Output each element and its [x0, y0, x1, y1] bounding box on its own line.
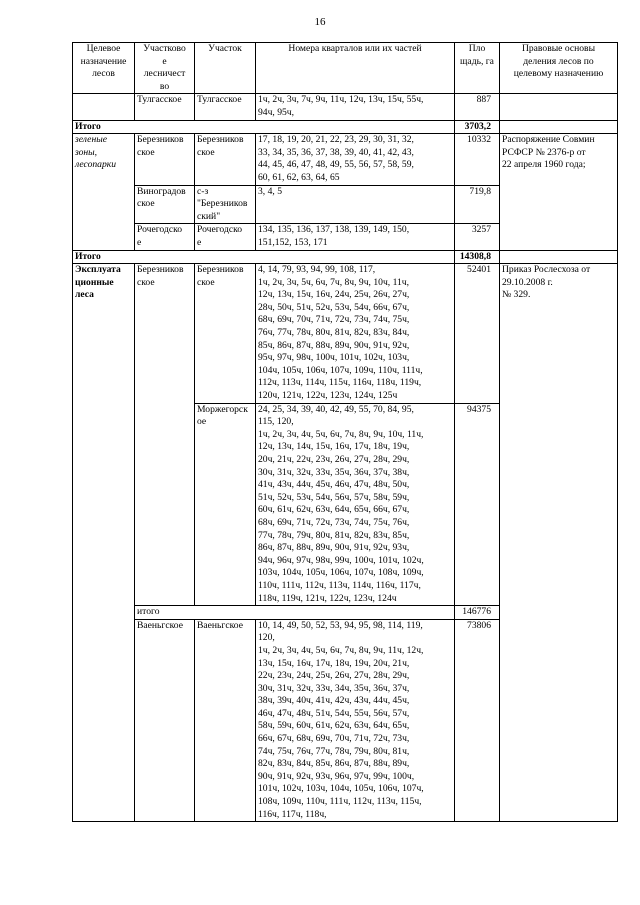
quarters-cell: 24, 25, 34, 39, 40, 42, 49, 55, 70, 84, 95, 115, 120, 1ч, 2ч, 3ч, 4ч, 5ч, 6ч, 7ч, 8ч, 9ч, 10ч, 11ч, 12ч, 13ч, 14ч, 15ч, 16ч, 17ч, 18ч, 19ч, 20ч, 21ч, 22ч, 23ч, 26ч, 27ч, 28ч, 29ч, 30ч, 31ч, 32ч, 33ч, 35ч, 36ч, 37ч, 38ч, 41ч, 43ч, 44ч, 45ч, 46ч, 47ч, 48ч, 50ч, 51ч, 52ч, 53ч, 54ч, 56ч, 57ч, 58ч, 59ч, 60ч, 61ч, 62ч, 63ч, 64ч, 65ч, 66ч, 67ч, 68ч, 69ч, 71ч, 72ч, 73ч, 74ч, 75ч, 76ч, 77ч, 78ч, 79ч, 80ч, 81ч, 82ч, 83ч, 85ч, 86ч, 87ч, 88ч, 89ч, 90ч, 91ч, 92ч, 93ч, 94ч, 96ч, 97ч, 98ч, 99ч, 100ч, 101ч, 102ч, 103ч, 104ч, 105ч, 106ч, 107ч, 108ч, 109ч, 110ч, 111ч, 112ч, 113ч, 114ч, 116ч, 117ч, 118ч, 119ч, 121ч, 122ч, 123ч, 124ч	[256, 403, 455, 606]
plot-cell: Моржегорск ое	[195, 403, 256, 606]
table-row	[73, 94, 618, 120]
district-cell: Рочегодско е	[135, 224, 195, 250]
area-cell: 52401	[455, 264, 500, 404]
quarters-cell: 4, 14, 79, 93, 94, 99, 108, 117, 1ч, 2ч, 3ч, 5ч, 6ч, 7ч, 8ч, 9ч, 10ч, 11ч, 12ч, 13ч, 15ч, 16ч, 24ч, 25ч, 26ч, 27ч, 28ч, 50ч, 51ч, 52ч, 53ч, 54ч, 66ч, 67ч, 68ч, 69ч, 70ч, 71ч, 72ч, 73ч, 74ч, 75ч, 76ч, 77ч, 78ч, 80ч, 81ч, 82ч, 83ч, 84ч, 85ч, 86ч, 87ч, 88ч, 89ч, 90ч, 91ч, 92ч, 95ч, 97ч, 98ч, 100ч, 101ч, 102ч, 103ч, 104ч, 105ч, 106ч, 107ч, 109ч, 110ч, 111ч, 112ч, 113ч, 114ч, 115ч, 116ч, 118ч, 119ч, 120ч, 121ч, 122ч, 123ч, 124ч, 125ч	[256, 264, 455, 404]
plot-cell: Березников ское	[195, 264, 256, 404]
quarters-cell: 1ч, 2ч, 3ч, 7ч, 9ч, 11ч, 12ч, 13ч, 15ч, 55ч, 94ч, 95ч,	[256, 94, 455, 120]
area-cell: 10332	[455, 134, 500, 185]
header-purpose: Целевое назначение лесов	[73, 43, 135, 94]
plot-cell: Рочегодско е	[195, 224, 256, 250]
quarters-cell: 17, 18, 19, 20, 21, 22, 23, 29, 30, 31, 32, 33, 34, 35, 36, 37, 38, 39, 40, 41, 42, 43, 44, 45, 46, 47, 48, 49, 55, 56, 57, 58, 59, 60, 61, 62, 63, 64, 65	[256, 134, 455, 185]
purpose-cell: Эксплуата ционные леса	[73, 264, 135, 822]
legal-cell-empty	[500, 94, 618, 120]
forest-purpose-table	[72, 42, 618, 822]
legal-cell: Распоряжение Совмин РСФСР № 2376-р от 22 апреля 1960 года;	[500, 134, 618, 250]
total-label: Итого	[73, 120, 455, 134]
purpose-cell: зеленые зоны, лесопарки	[73, 134, 135, 250]
page-number: 16	[314, 16, 326, 28]
header-district: Участково е лесничест во	[135, 43, 195, 94]
quarters-cell: 134, 135, 136, 137, 138, 139, 149, 150, 151,152, 153, 171	[256, 224, 455, 250]
legal-cell-empty	[500, 120, 618, 134]
total-area: 14308,8	[455, 250, 500, 264]
area-cell: 719,8	[455, 185, 500, 224]
district-cell: Виноградов ское	[135, 185, 195, 224]
subtotal-area: 146776	[455, 606, 500, 620]
table-row	[73, 264, 618, 404]
district-cell: Ваеньгское	[135, 619, 195, 822]
area-cell: 3257	[455, 224, 500, 250]
district-cell: Березников ское	[135, 134, 195, 185]
header-legal: Правовые основы деления лесов по целевому назначению	[500, 43, 618, 94]
table-row	[73, 134, 618, 185]
plot-cell: с-з "Березников ский"	[195, 185, 256, 224]
table-header-row	[73, 43, 618, 94]
total-row	[73, 250, 618, 264]
header-quarters: Номера кварталов или их частей	[256, 43, 455, 94]
quarters-cell: 3, 4, 5	[256, 185, 455, 224]
total-label: Итого	[73, 250, 455, 264]
area-cell: 887	[455, 94, 500, 120]
subtotal-label: итого	[135, 606, 455, 620]
area-cell: 94375	[455, 403, 500, 606]
legal-cell-empty	[500, 250, 618, 264]
plot-cell: Березников ское	[195, 134, 256, 185]
total-row	[73, 120, 618, 134]
plot-cell: Тулгасское	[195, 94, 256, 120]
quarters-cell: 10, 14, 49, 50, 52, 53, 94, 95, 98, 114, 119, 120, 1ч, 2ч, 3ч, 4ч, 5ч, 6ч, 7ч, 8ч, 9ч, 11ч, 12ч, 13ч, 15ч, 16ч, 17ч, 18ч, 19ч, 20ч, 21ч, 22ч, 23ч, 24ч, 25ч, 26ч, 27ч, 28ч, 29ч, 30ч, 31ч, 32ч, 33ч, 34ч, 35ч, 36ч, 37ч, 38ч, 39ч, 40ч, 41ч, 42ч, 43ч, 44ч, 45ч, 46ч, 47ч, 48ч, 51ч, 54ч, 55ч, 56ч, 57ч, 58ч, 59ч, 60ч, 61ч, 62ч, 63ч, 64ч, 65ч, 66ч, 67ч, 68ч, 69ч, 70ч, 71ч, 72ч, 73ч, 74ч, 75ч, 76ч, 77ч, 78ч, 79ч, 80ч, 81ч, 82ч, 83ч, 84ч, 85ч, 86ч, 87ч, 88ч, 89ч, 90ч, 91ч, 92ч, 93ч, 96ч, 97ч, 99ч, 100ч, 101ч, 102ч, 103ч, 104ч, 105ч, 106ч, 107ч, 108ч, 109ч, 110ч, 111ч, 112ч, 113ч, 115ч, 116ч, 117ч, 118ч,	[256, 619, 455, 822]
district-cell: Тулгасское	[135, 94, 195, 120]
header-plot: Участок	[195, 43, 256, 94]
area-cell: 73806	[455, 619, 500, 822]
legal-cell: Приказ Рослесхоза от 29.10.2008 г. № 329.	[500, 264, 618, 822]
total-area: 3703,2	[455, 120, 500, 134]
header-area: Пло щадь, га	[455, 43, 500, 94]
district-cell: Березников ское	[135, 264, 195, 606]
plot-cell: Ваеньгское	[195, 619, 256, 822]
purpose-cell-empty	[73, 94, 135, 120]
